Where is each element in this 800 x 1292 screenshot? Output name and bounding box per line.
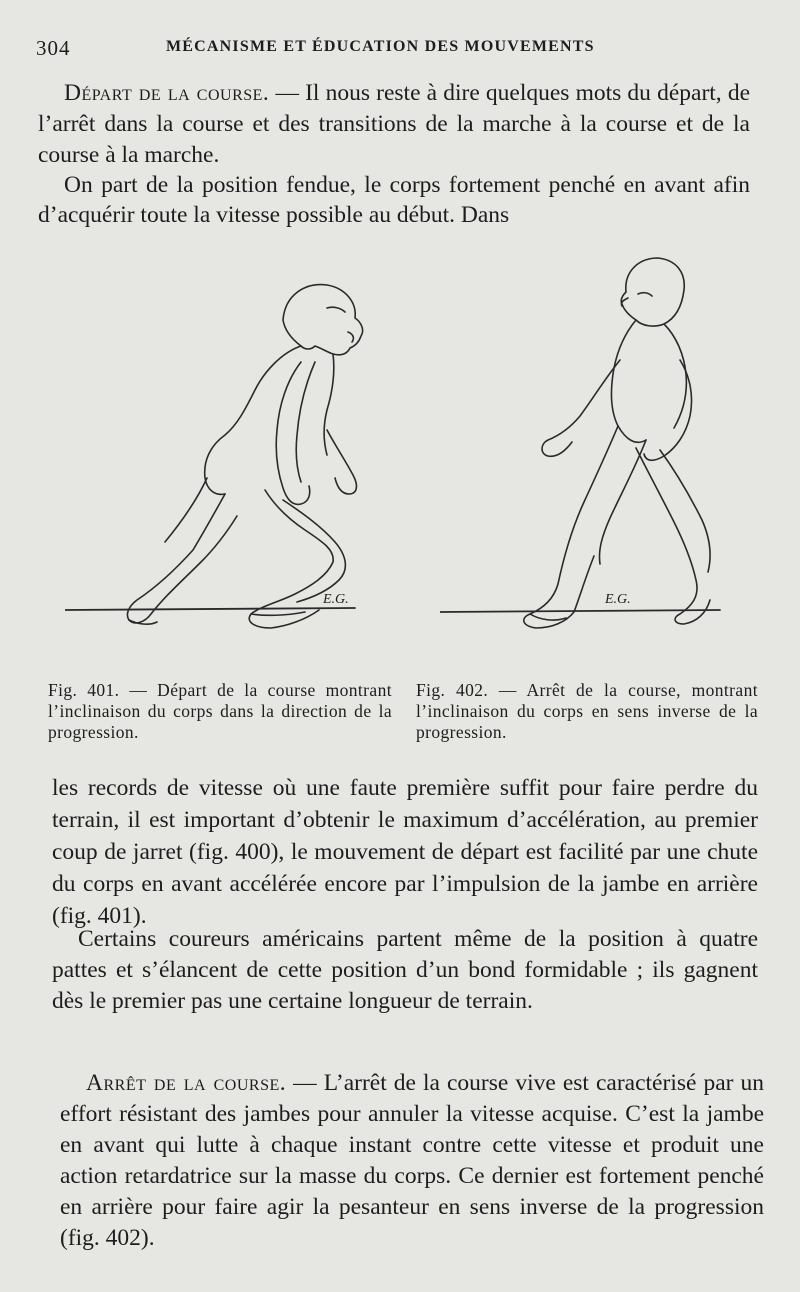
page-header — [36, 36, 756, 66]
paragraph-arret-text: — L’arrêt de la course vive est caractérisé par un effort résistant des jambes pour annuler la vitesse acquise. C’est la jambe en avant qui lutte à chaque instant contre cette vitesse et produit une action retardatrice sur la masse du corps. Ce dernier est fortement penché en arrière pour faire agir la pesanteur en sens inverse de la progression (fig. 402). — [60, 1070, 764, 1251]
figure-402-caption: Fig. 402. — Arrêt de la course, montrant l’inclinaison du corps en sens inverse de la progression. — [416, 679, 758, 742]
runner-leaning-forward-drawing — [65, 250, 400, 650]
section-heading-depart: Départ de la course. — [64, 80, 270, 106]
figure-401-caption: Fig. 401. — Départ de la course montrant l’inclinaison du corps dans la direction de la progression. — [48, 679, 392, 742]
paragraph-depart-text: — Il nous reste à dire quelques mots du départ, de l’arrêt dans la course et des transitions de la marche à la course et de la course à la marche. — [38, 80, 750, 168]
figure-402-illustration — [440, 250, 780, 650]
paragraph-depart — [38, 78, 750, 171]
figures-row — [40, 250, 780, 650]
section-heading-arret: Arrêt de la course. — [86, 1070, 287, 1096]
paragraph-position-fendue: On part de la position fendue, le corps fortement penché en avant afin d’acquérir toute la vitesse possible au début. Dans — [38, 172, 750, 228]
paragraph-records: les records de vitesse où une faute première suffit pour faire perdre du terrain, il est important d’obtenir le maximum d’accélération, au premier coup de jarret (fig. 400), le mouvement de départ est facilité par une chute du corps en avant accélérée encore par l’impulsion de la jambe en arrière (fig. 401). — [52, 775, 758, 929]
running-title: MÉCANISME ET ÉDUCATION DES MOUVEMENTS — [166, 38, 595, 55]
paragraph-arret — [60, 1068, 764, 1254]
figure-401-signature: E.G. — [323, 592, 349, 607]
figure-401-illustration — [65, 250, 400, 650]
page-number: 304 — [36, 36, 71, 60]
paragraph-coureurs-americains: Certains coureurs américains partent même de la position à quatre pattes et s’élancent de cette position d’un bond formidable ; ils gagnent dès le premier pas une certaine longueur de terrain. — [52, 926, 758, 1014]
figure-402-signature: E.G. — [605, 592, 631, 607]
runner-leaning-backward-drawing — [440, 250, 780, 650]
